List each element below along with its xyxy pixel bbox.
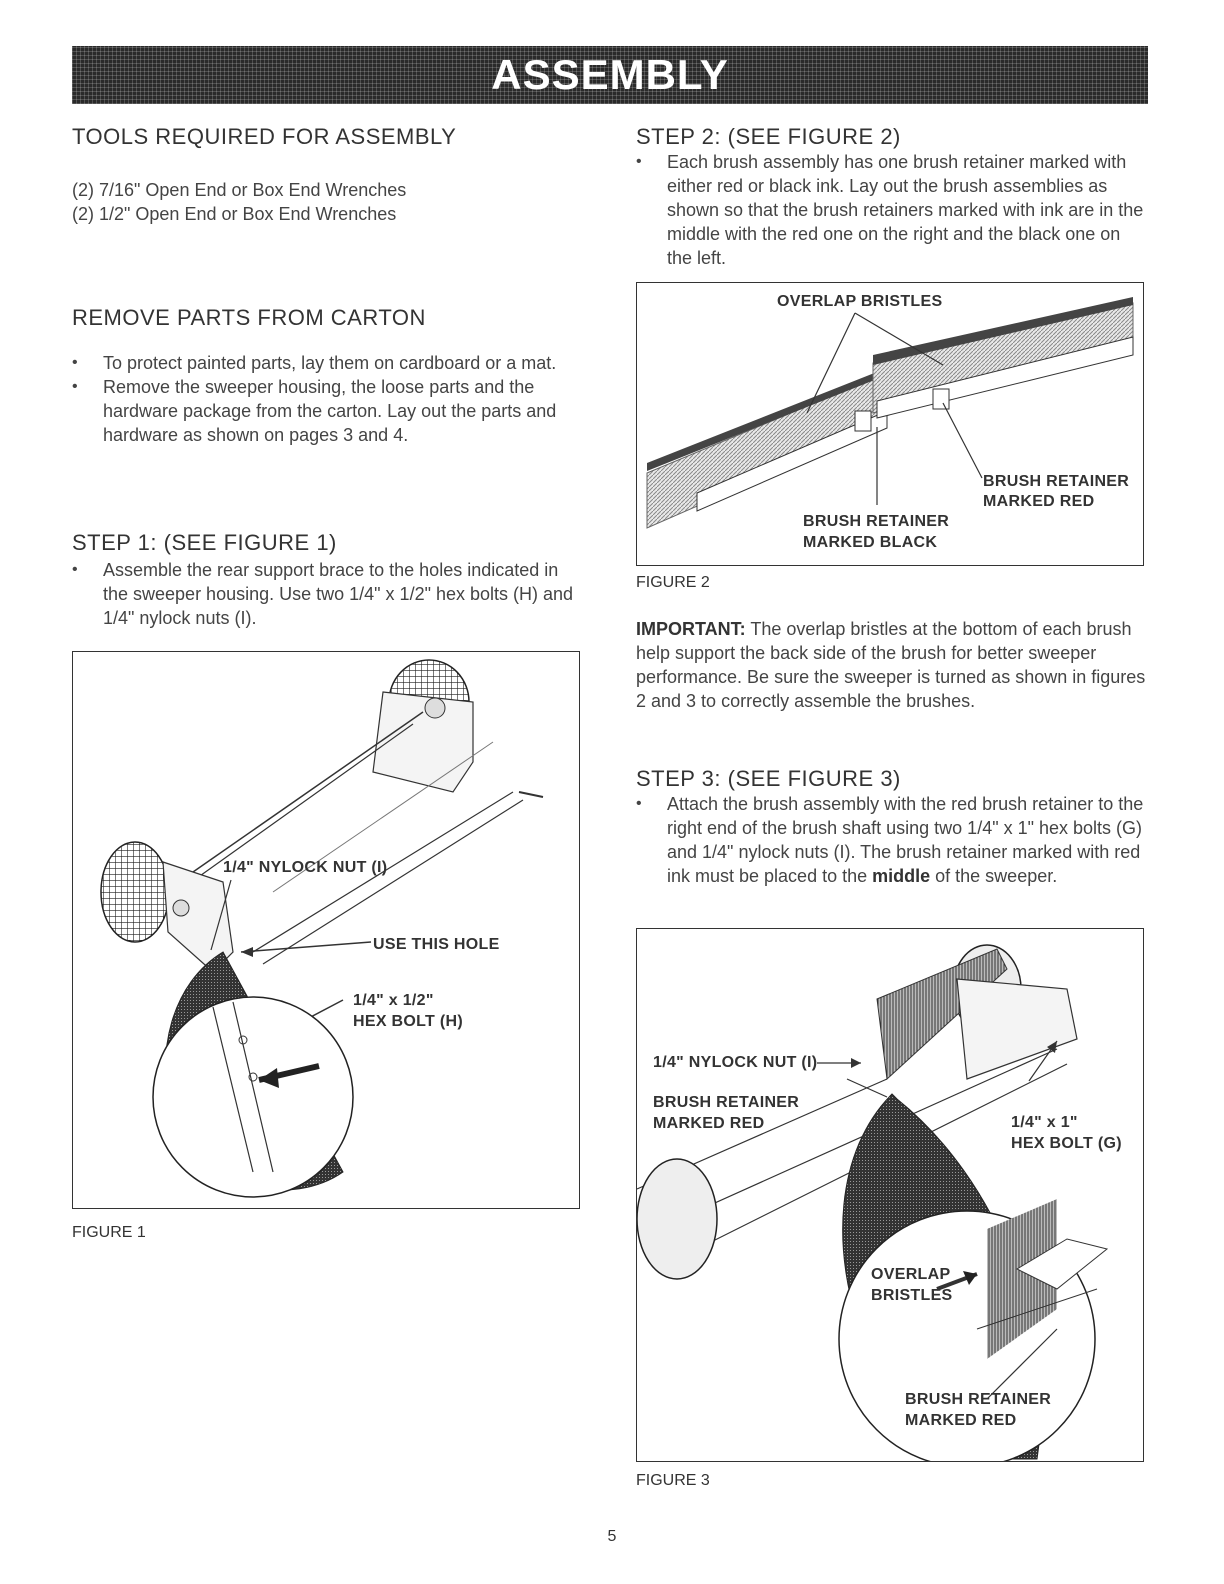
figure-2 (636, 282, 1144, 566)
hex-bolt-label-name: HEX BOLT (H) (353, 1013, 463, 1030)
retainer-label-a: BRUSH RETAINER (653, 1094, 800, 1111)
retainer2-label-b: MARKED RED (905, 1412, 1017, 1429)
assembly-banner (72, 46, 1148, 104)
wheel-icon (637, 1159, 717, 1279)
page-title: ASSEMBLY (491, 51, 729, 98)
wheel-icon (101, 842, 169, 942)
figure-2-caption: FIGURE 2 (636, 574, 710, 591)
black-retainer-label-a: BRUSH RETAINER (803, 513, 950, 530)
figure-1 (72, 651, 580, 1209)
step3-section (636, 766, 1148, 888)
remove-bullet: • To protect painted parts, lay them on cardboard or a mat. (72, 351, 582, 375)
nylock-nut-label: 1/4" NYLOCK NUT (I) (223, 859, 388, 876)
step2-section (636, 124, 1148, 270)
figure-1-illustration (73, 652, 579, 1208)
red-retainer-label-b: MARKED RED (983, 493, 1095, 510)
overlap-label-b: BRISTLES (871, 1287, 953, 1304)
tools-heading: TOOLS REQUIRED FOR ASSEMBLY (72, 124, 457, 149)
figure-1-caption: FIGURE 1 (72, 1224, 146, 1241)
remove-section (72, 305, 582, 447)
hex-bolt-label-name: HEX BOLT (G) (1011, 1135, 1122, 1152)
tool-item: (2) 1/2" Open End or Box End Wrenches (72, 204, 397, 224)
step1-heading: STEP 1: (SEE FIGURE 1) (72, 530, 337, 555)
figure-3-caption: FIGURE 3 (636, 1472, 710, 1489)
use-this-hole-label: USE THIS HOLE (373, 936, 500, 953)
step3-heading: STEP 3: (SEE FIGURE 3) (636, 766, 901, 791)
important-text: The overlap bristles at the bottom of each brush help support the back side of the brush for better sweeper performance. Be sure the sweeper is turned as shown in figures 2 and 3 to correctly assemble the brushes. (636, 619, 1146, 711)
important-note (636, 617, 1148, 713)
step3-text-before: Attach the brush assembly with the red brush retainer to the right end of the brush shaft using two 1/4" x 1" hex bolts (G) and 1/4" nylock nuts (I). The brush retainer marked with red ink must be placed to the (667, 794, 1144, 886)
important-label: IMPORTANT: (636, 619, 746, 639)
step3-bullet (636, 792, 1148, 888)
overlap-bristles-label: OVERLAP BRISTLES (777, 293, 943, 310)
remove-heading: REMOVE PARTS FROM CARTON (72, 305, 426, 330)
hex-bolt-label-size: 1/4" x 1/2" (353, 992, 434, 1009)
red-retainer-label-a: BRUSH RETAINER (983, 473, 1130, 490)
tools-section (72, 124, 582, 226)
black-retainer-label-b: MARKED BLACK (803, 534, 938, 551)
step1-bullet: • Assemble the rear support brace to the holes indicated in the sweeper housing. Use two 1/4" x 1/2" hex bolts (H) and 1/4" nylock nuts (I). (72, 558, 582, 630)
remove-bullet: • Remove the sweeper housing, the loose parts and the hardware package from the carton. Lay out the parts and hardware as shown on pages 3 and 4. (72, 375, 582, 447)
step3-text-after: of the sweeper. (930, 866, 1058, 886)
figure-3 (636, 928, 1144, 1462)
step2-heading: STEP 2: (SEE FIGURE 2) (636, 124, 901, 149)
page-number: 5 (607, 1528, 617, 1545)
retainer2-label-a: BRUSH RETAINER (905, 1391, 1052, 1408)
step3-text-bold: middle (872, 866, 931, 886)
step1-section (72, 530, 582, 630)
tool-item: (2) 7/16" Open End or Box End Wrenches (72, 180, 407, 200)
magnifier-circle (153, 997, 353, 1197)
step2-bullet: • Each brush assembly has one brush retainer marked with either red or black ink. Lay out the brush assemblies as shown so that the brush retainers marked with ink are in the middle with the red one on the right and the black one on the left. (636, 150, 1148, 270)
figure-3-illustration (637, 929, 1143, 1461)
overlap-label-a: OVERLAP (871, 1266, 951, 1283)
hex-bolt-label-size: 1/4" x 1" (1011, 1114, 1078, 1131)
retainer-label-b: MARKED RED (653, 1115, 765, 1132)
nylock-nut-label: 1/4" NYLOCK NUT (I) (653, 1054, 818, 1071)
